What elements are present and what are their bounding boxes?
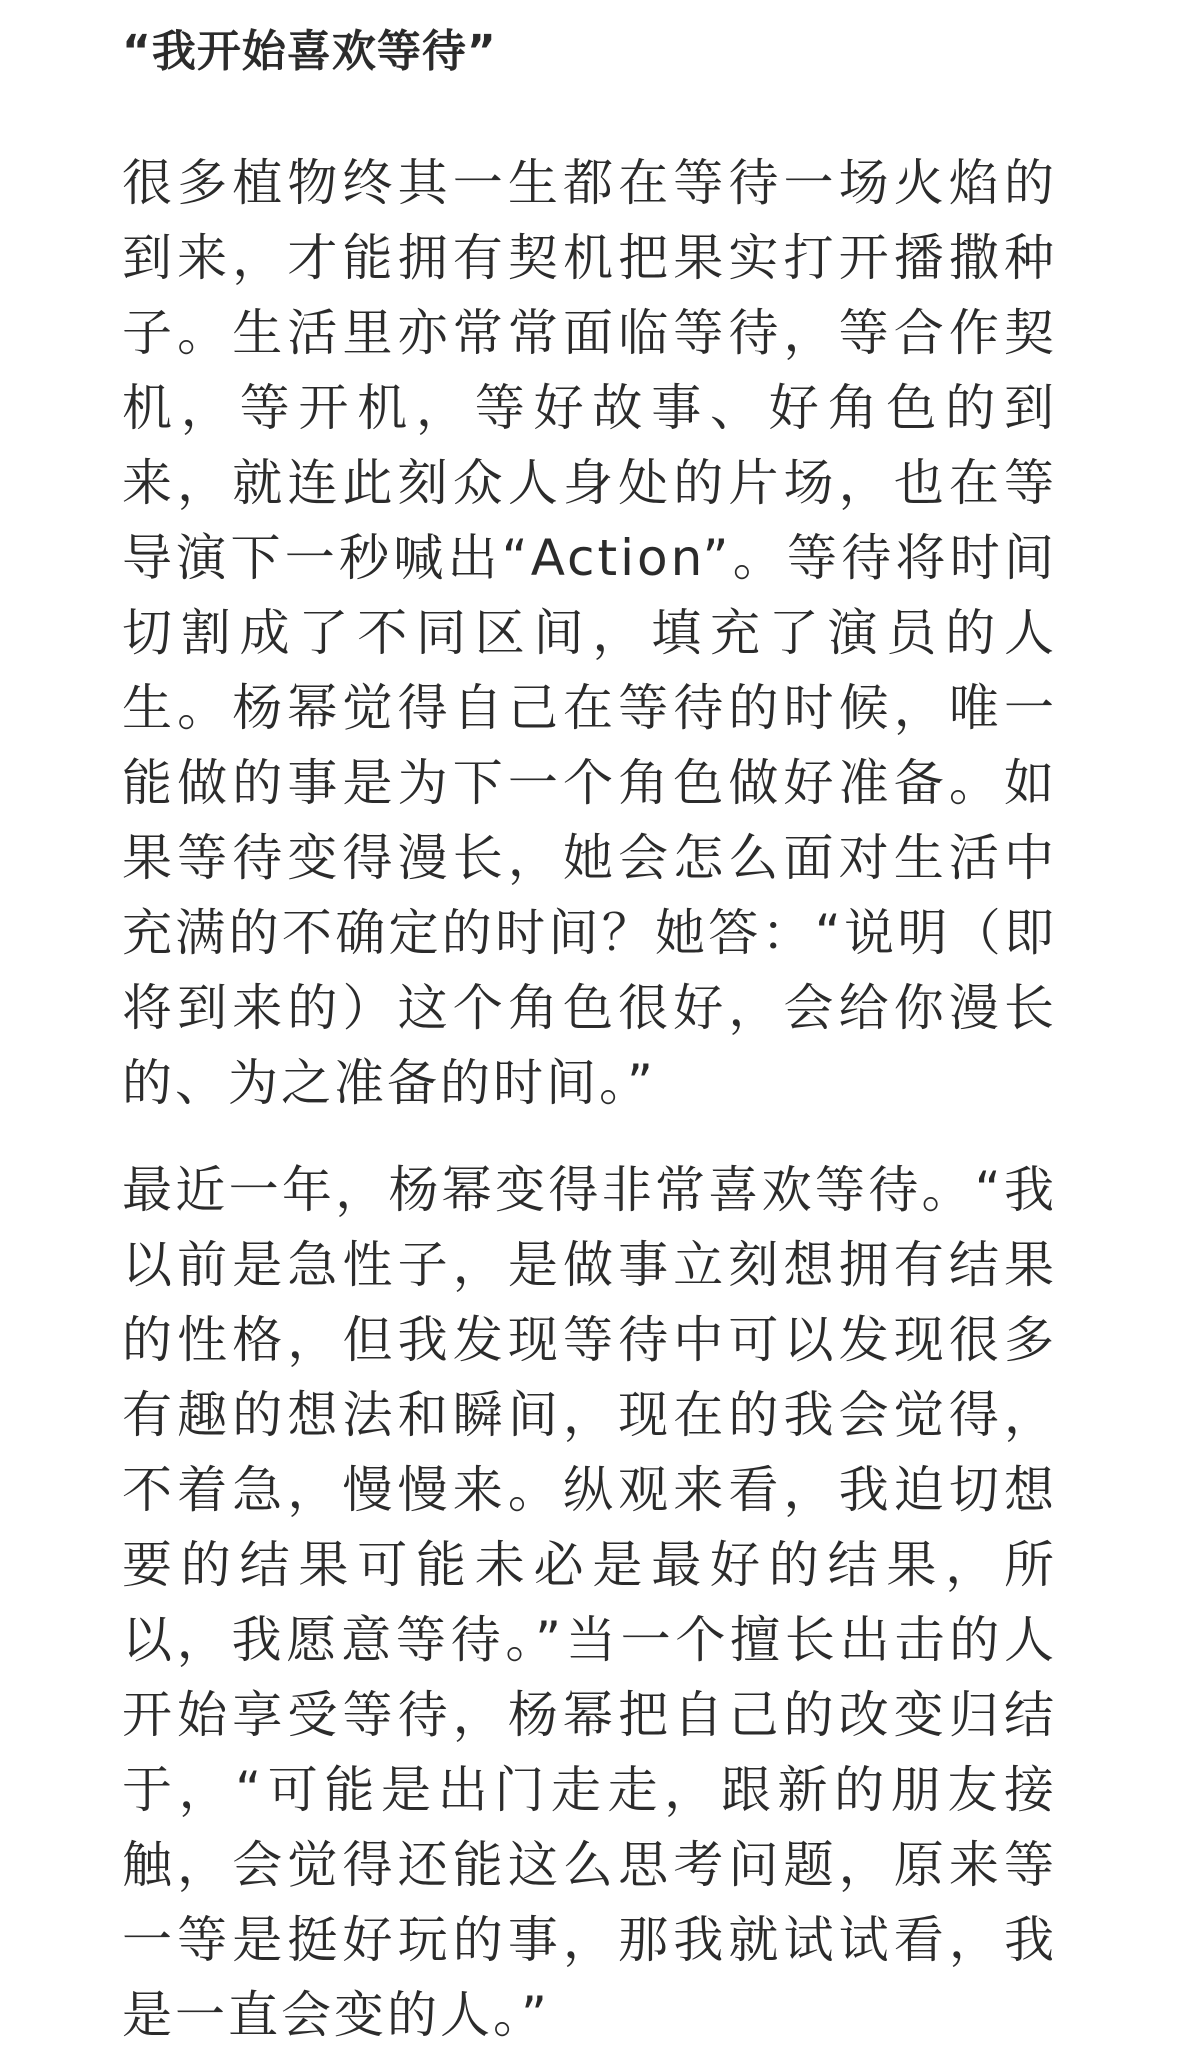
section-heading: “我开始喜欢等待” [122, 26, 497, 77]
article-body [122, 16, 1057, 2053]
article-paragraph: 很多植物终其一生都在等待一场火焰的到来，才能拥有契机把果实打开播撒种子。生活里亦常常面临等待，等合作契机，等开机，等好故事、好角色的到来，就连此刻众人身处的片场，也在等导演下一秒喊出“Action”。等待将时间切割成了不同区间，填充了演员的人生。杨幂觉得自己在等待的时候，唯一能做的事是为下一个角色做好准备。如果等待变得漫长，她会怎么面对生活中充满的不确定的时间？她答：“说明（即将到来的）这个角色很好，会给你漫长的、为之准备的时间。” [122, 154, 1057, 1112]
article-paragraph: 最近一年，杨幂变得非常喜欢等待。“我以前是急性子，是做事立刻想拥有结果的性格，但我发现等待中可以发现很多有趣的想法和瞬间，现在的我会觉得，不着急，慢慢来。纵观来看，我迫切想要的结果可能未必是最好的结果，所以，我愿意等待。”当一个擅长出击的人开始享受等待，杨幂把自己的改变归结于，“可能是出门走走，跟新的朋友接触，会觉得还能这么思考问题，原来等一等是挺好玩的事，那我就试试看，我是一直会变的人。” [122, 1161, 1057, 2044]
